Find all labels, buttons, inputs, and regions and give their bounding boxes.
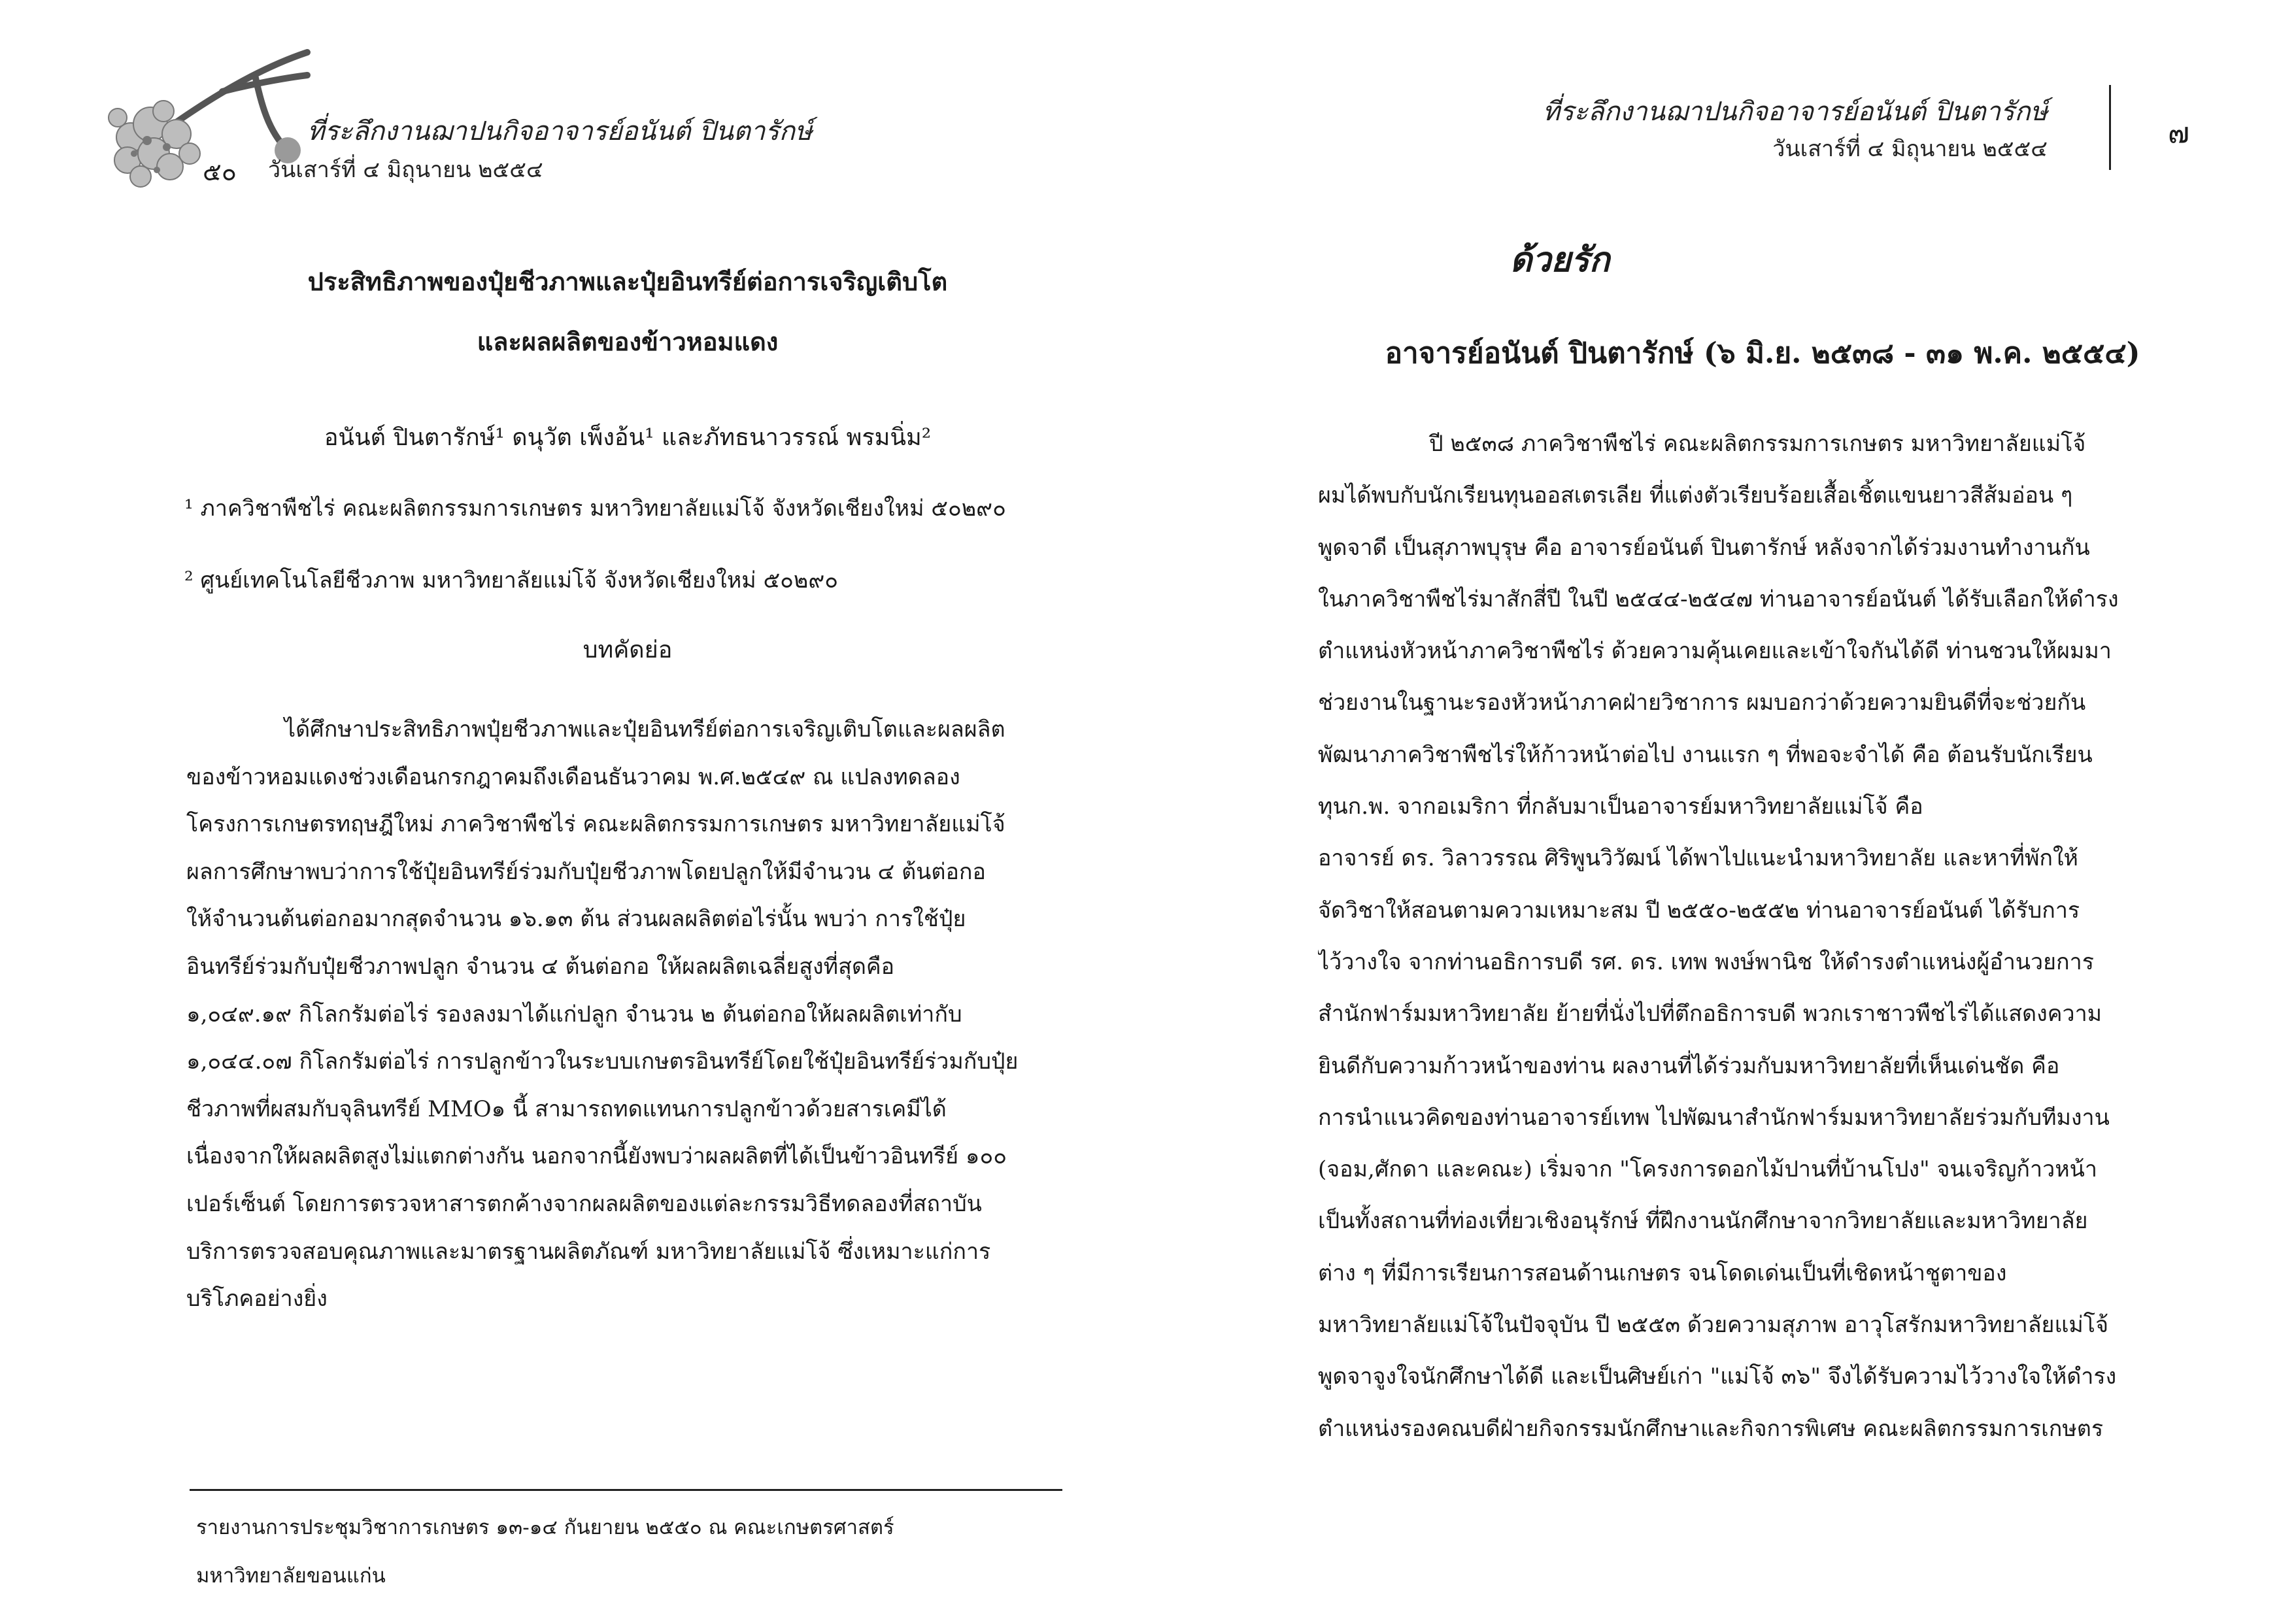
authors: อนันต์ ปินตารักษ์¹ ดนุวัต เพ็งอ้น¹ และภัทธนาวรรณ์ พรมนิ่ม² — [324, 424, 932, 451]
abstract-heading: บทคัดย่อ — [582, 637, 673, 663]
abstract-line: ๑,๐๔๙.๑๙ กิโลกรัมต่อไร่ รองลงมาได้แก่ปลูก จำนวน ๒ ต้นต่อกอให้ผลผลิตเท่ากับ — [186, 1001, 962, 1028]
tribute-body — [1318, 418, 2181, 1455]
body-line: ช่วยงานในฐานะรองหัวหน้าภาคฝ่ายวิชาการ ผมบอกว่าด้วยความยินดีที่จะช่วยกัน — [1318, 690, 2086, 716]
affiliation-2: ² ศูนย์เทคโนโลยีชีวภาพ มหาวิทยาลัยแม่โจ้ จังหวัดเชียงใหม่ ๕๐๒๙๐ — [184, 567, 838, 593]
body-line: สำนักฟาร์มมหาวิทยาลัย ย้ายที่นั่งไปที่ตึกอธิการบดี พวกเราชาวพืชไร่ได้แสดงความ — [1318, 1001, 2102, 1028]
right-page — [1148, 0, 2296, 1621]
dedication-title: ด้วยรัก — [1510, 240, 1610, 280]
article-title-line-1: ประสิทธิภาพของปุ๋ยชีวภาพและปุ๋ยอินทรีย์ต่อการเจริญเติบโต — [307, 267, 948, 296]
abstract-line: เนื่องจากให้ผลผลิตสูงไม่แตกต่างกัน นอกจากนี้ยังพบว่าผลผลิตที่ได้เป็นข้าวอินทรีย์ ๑๐๐ — [186, 1143, 1007, 1170]
body-line: พัฒนาภาควิชาพืชไร่ให้ก้าวหน้าต่อไป งานแรก ๆ ที่พอจะจำได้ คือ ต้อนรับนักเรียน — [1318, 741, 2093, 768]
abstract-line: อินทรีย์ร่วมกับปุ๋ยชีวภาพปลูก จำนวน ๔ ต้นต่อกอ ให้ผลผลิตเฉลี่ยสูงที่สุดคือ — [186, 953, 895, 980]
body-line: ไว้วางใจ จากท่านอธิการบดี รศ. ดร. เทพ พงษ์พานิช ให้ดำรงตำแหน่งผู้อำนวยการ — [1318, 948, 2094, 975]
body-line: ตำแหน่งรองคณบดีฝ่ายกิจกรรมนักศึกษาและกิจการพิเศษ คณะผลิตกรรมการเกษตร — [1318, 1415, 2104, 1442]
abstract-line: บริการตรวจสอบคุณภาพและมาตรฐานผลิตภัณฑ์ มหาวิทยาลัยแม่โจ้ ซึ่งเหมาะแก่การ — [186, 1238, 991, 1265]
abstract-line: เปอร์เซ็นต์ โดยการตรวจหาสารตกค้างจากผลผลิตของแต่ละกรรมวิธีทดลองที่สถาบัน — [186, 1190, 982, 1217]
body-line: พูดจาจูงใจนักศึกษาได้ดี และเป็นศิษย์เก่า "แม่โจ้ ๓๖" จึงได้รับความไว้วางใจให้ดำรง — [1318, 1363, 2117, 1390]
body-line: ต่าง ๆ ที่มีการเรียนการสอนด้านเกษตร จนโดดเด่นเป็นที่เชิดหน้าชูตาของ — [1318, 1260, 2007, 1286]
body-line: พูดจาดี เป็นสุภาพบุรุษ คือ อาจารย์อนันต์ ปินตารักษ์ หลังจากได้ร่วมงานทำงานกัน — [1318, 534, 2090, 561]
body-line: การนำแนวคิดของท่านอาจารย์เทพ ไปพัฒนาสำนักฟาร์มมหาวิทยาลัยร่วมกับทีมงาน — [1318, 1104, 2110, 1131]
affiliation-1: ¹ ภาควิชาพืชไร่ คณะผลิตกรรมการเกษตร มหาวิทยาลัยแม่โจ้ จังหวัดเชียงใหม่ ๕๐๒๙๐ — [184, 495, 1006, 522]
header-title: ที่ระลึกงานฌาปนกิจอาจารย์อนันต์ ปินตารักษ์ — [307, 116, 813, 146]
body-line: ยินดีกับความก้าวหน้าของท่าน ผลงานที่ได้ร่วมกับมหาวิทยาลัยที่เห็นเด่นชัด คือ — [1318, 1052, 2060, 1079]
footnote-line-1: รายงานการประชุมวิชาการเกษตร ๑๓-๑๔ กันยายน ๒๕๕๐ ณ คณะเกษตรศาสตร์ — [196, 1516, 894, 1539]
abstract-line: ๑,๐๔๔.๐๗ กิโลกรัมต่อไร่ การปลูกข้าวในระบบเกษตรอินทรีย์โดยใช้ปุ๋ยอินทรีย์ร่วมกับปุ๋ย — [186, 1048, 1019, 1075]
footnote-line-2: มหาวิทยาลัยขอนแก่น — [196, 1564, 386, 1588]
body-line: เป็นทั้งสถานที่ท่องเที่ยวเชิงอนุรักษ์ ที่ฝึกงานนักศึกษาจากวิทยาลัยและมหาวิทยาลัย — [1318, 1208, 2088, 1235]
body-line: อาจารย์ ดร. วิลาวรรณ ศิริพูนวิวัฒน์ ได้พาไปแนะนำมหาวิทยาลัย และหาที่พักให้ — [1318, 845, 2078, 872]
article-title — [157, 252, 1098, 372]
abstract-line: โครงการเกษตรทฤษฎีใหม่ ภาควิชาพืชไร่ คณะผลิตกรรมการเกษตร มหาวิทยาลัยแม่โจ้ — [186, 811, 1005, 838]
page-number: ๕๐ — [203, 158, 237, 186]
article-title-line-2: และผลผลิตของข้าวหอมแดง — [477, 327, 779, 356]
body-line: ตำแหน่งหัวหน้าภาควิชาพืชไร่ ด้วยความคุ้นเคยและเข้าใจกันได้ดี ท่านชวนให้ผมมา — [1318, 638, 2112, 665]
footnote — [196, 1503, 894, 1600]
abstract-body — [186, 706, 1059, 1323]
abstract-line: บริโภคอย่างยิ่ง — [186, 1286, 328, 1312]
page-number: ๗ — [2168, 116, 2190, 150]
header-date: วันเสาร์ที่ ๔ มิถุนายน ๒๕๕๔ — [268, 157, 543, 183]
footnote-divider — [190, 1489, 1062, 1491]
abstract-line: ได้ศึกษาประสิทธิภาพปุ๋ยชีวภาพและปุ๋ยอินทรีย์ต่อการเจริญเติบโตและผลผลิต — [284, 716, 1005, 743]
abstract-line: ผลการศึกษาพบว่าการใช้ปุ๋ยอินทรีย์ร่วมกับปุ๋ยชีวภาพโดยปลูกให้มีจำนวน ๔ ต้นต่อกอ — [186, 858, 986, 885]
abstract-line: ให้จำนวนต้นต่อกอมากสุดจำนวน ๑๖.๑๓ ต้น ส่วนผลผลิตต่อไร่นั้น พบว่า การใช้ปุ๋ย — [186, 906, 966, 933]
abstract-line: ชีวภาพที่ผสมกับจุลินทรีย์ MMO๑ นี้ สามารถทดแทนการปลูกข้าวด้วยสารเคมีได้ — [186, 1095, 947, 1122]
body-line: ในภาควิชาพืชไร่มาสักสี่ปี ในปี ๒๕๔๔-๒๕๔๗ ท่านอาจารย์อนันต์ ได้รับเลือกให้ดำรง — [1318, 586, 2119, 612]
body-line: (จอม,ศักดา และคณะ) เริ่มจาก "โครงการดอกไม้ปานที่บ้านโปง" จนเจริญก้าวหน้า — [1318, 1156, 2097, 1183]
abstract-line: ของข้าวหอมแดงช่วงเดือนกรกฎาคมถึงเดือนธันวาคม พ.ศ.๒๕๔๙ ณ แปลงทดลอง — [186, 763, 960, 790]
body-line: จัดวิชาให้สอนตามความเหมาะสม ปี ๒๕๕๐-๒๕๕๒ ท่านอาจารย์อนันต์ ได้รับการ — [1318, 897, 2080, 924]
header-divider — [2109, 85, 2111, 170]
body-line: มหาวิทยาลัยแม่โจ้ในปัจจุบัน ปี ๒๕๕๓ ด้วยความสุภาพ อาวุโสรักมหาวิทยาลัยแม่โจ้ — [1318, 1312, 2108, 1339]
body-line: ทุนก.พ. จากอเมริกา ที่กลับมาเป็นอาจารย์มหาวิทยาลัยแม่โจ้ คือ — [1318, 794, 1923, 820]
body-line: ปี ๒๕๓๘ ภาควิชาพืชไร่ คณะผลิตกรรมการเกษตร มหาวิทยาลัยแม่โจ้ — [1429, 431, 2086, 457]
header-date: วันเสาร์ที่ ๔ มิถุนายน ๒๕๕๔ — [1772, 136, 2048, 162]
body-line: ผมได้พบกับนักเรียนทุนออสเตรเลีย ที่แต่งตัวเรียบร้อยเสื้อเชิ้ตแขนยาวสีส้มอ่อน ๆ — [1318, 482, 2073, 509]
header-title: ที่ระลึกงานฌาปนกิจอาจารย์อนันต์ ปินตารักษ์ — [1542, 97, 2048, 127]
dedication-subtitle: อาจารย์อนันต์ ปินตารักษ์ (๖ มิ.ย. ๒๕๓๘ - ๓๑ พ.ค. ๒๕๕๔) — [1385, 337, 2140, 370]
